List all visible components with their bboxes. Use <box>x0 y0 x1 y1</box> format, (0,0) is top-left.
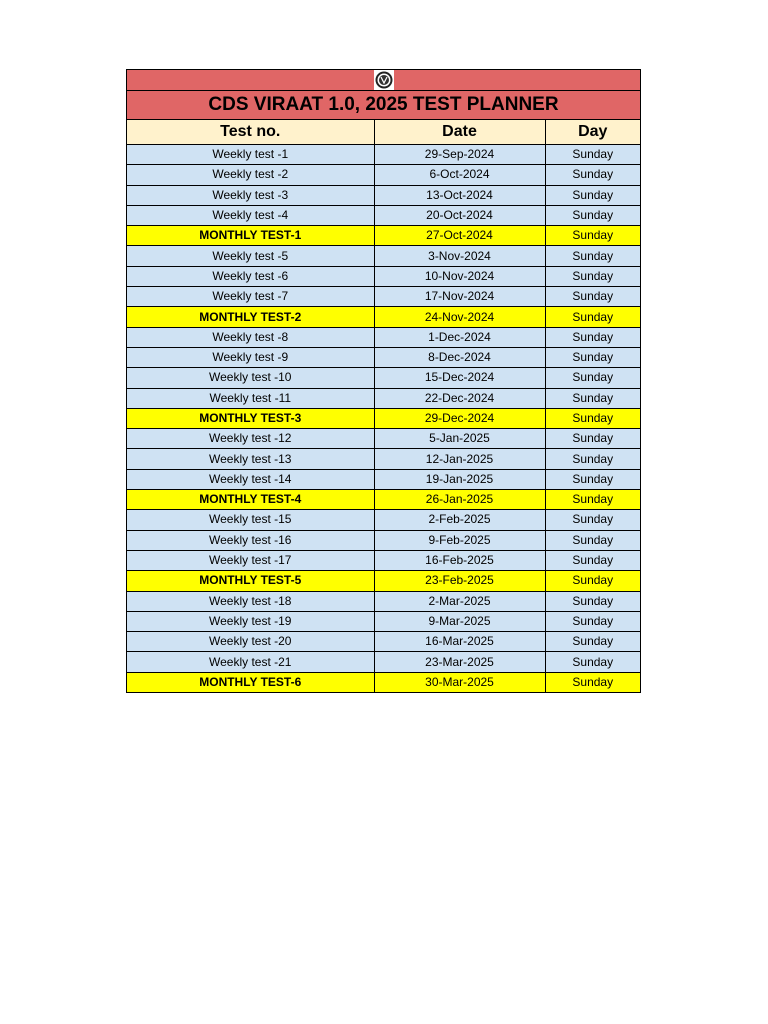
date-cell: 26-Jan-2025 <box>374 490 545 510</box>
day-cell: Sunday <box>545 510 640 530</box>
day-cell: Sunday <box>545 550 640 570</box>
table-row <box>127 550 640 570</box>
day-cell: Sunday <box>545 145 640 165</box>
table-row <box>127 327 640 347</box>
date-cell: 23-Mar-2025 <box>374 652 545 672</box>
test-name-cell: Weekly test -8 <box>127 327 374 347</box>
logo-row <box>127 70 640 91</box>
test-name-cell: MONTHLY TEST-6 <box>127 672 374 692</box>
test-name-cell: Weekly test -16 <box>127 530 374 550</box>
day-cell: Sunday <box>545 429 640 449</box>
table-row <box>127 226 640 246</box>
date-cell: 24-Nov-2024 <box>374 307 545 327</box>
date-cell: 27-Oct-2024 <box>374 226 545 246</box>
test-name-cell: Weekly test -5 <box>127 246 374 266</box>
test-name-cell: Weekly test -20 <box>127 632 374 652</box>
date-cell: 22-Dec-2024 <box>374 388 545 408</box>
academy-emblem-icon <box>374 70 394 90</box>
day-cell: Sunday <box>545 469 640 489</box>
date-cell: 2-Feb-2025 <box>374 510 545 530</box>
test-name-cell: Weekly test -17 <box>127 550 374 570</box>
table-row <box>127 490 640 510</box>
date-cell: 6-Oct-2024 <box>374 165 545 185</box>
test-name-cell: Weekly test -9 <box>127 347 374 367</box>
day-cell: Sunday <box>545 530 640 550</box>
day-cell: Sunday <box>545 226 640 246</box>
test-name-cell: MONTHLY TEST-2 <box>127 307 374 327</box>
test-name-cell: MONTHLY TEST-1 <box>127 226 374 246</box>
table-row <box>127 347 640 367</box>
day-cell: Sunday <box>545 672 640 692</box>
table-row <box>127 611 640 631</box>
date-cell: 8-Dec-2024 <box>374 347 545 367</box>
column-header-date: Date <box>374 120 545 145</box>
table-row <box>127 591 640 611</box>
day-cell: Sunday <box>545 347 640 367</box>
date-cell: 9-Feb-2025 <box>374 530 545 550</box>
test-name-cell: Weekly test -1 <box>127 145 374 165</box>
date-cell: 9-Mar-2025 <box>374 611 545 631</box>
day-cell: Sunday <box>545 652 640 672</box>
table-row <box>127 408 640 428</box>
test-name-cell: Weekly test -13 <box>127 449 374 469</box>
test-planner-sheet <box>126 69 641 693</box>
page-title: CDS VIRAAT 1.0, 2025 TEST PLANNER <box>127 91 640 120</box>
table-row <box>127 266 640 286</box>
date-cell: 10-Nov-2024 <box>374 266 545 286</box>
day-cell: Sunday <box>545 307 640 327</box>
date-cell: 19-Jan-2025 <box>374 469 545 489</box>
day-cell: Sunday <box>545 632 640 652</box>
day-cell: Sunday <box>545 327 640 347</box>
date-cell: 1-Dec-2024 <box>374 327 545 347</box>
test-name-cell: Weekly test -14 <box>127 469 374 489</box>
table-row <box>127 287 640 307</box>
date-cell: 2-Mar-2025 <box>374 591 545 611</box>
date-cell: 23-Feb-2025 <box>374 571 545 591</box>
test-name-cell: Weekly test -4 <box>127 205 374 225</box>
table-row <box>127 652 640 672</box>
test-name-cell: Weekly test -11 <box>127 388 374 408</box>
table-row <box>127 632 640 652</box>
day-cell: Sunday <box>545 571 640 591</box>
date-cell: 3-Nov-2024 <box>374 246 545 266</box>
day-cell: Sunday <box>545 205 640 225</box>
table-header-row <box>127 120 640 145</box>
table-row <box>127 246 640 266</box>
test-name-cell: MONTHLY TEST-5 <box>127 571 374 591</box>
test-name-cell: Weekly test -18 <box>127 591 374 611</box>
day-cell: Sunday <box>545 591 640 611</box>
date-cell: 20-Oct-2024 <box>374 205 545 225</box>
date-cell: 30-Mar-2025 <box>374 672 545 692</box>
date-cell: 29-Dec-2024 <box>374 408 545 428</box>
test-name-cell: Weekly test -3 <box>127 185 374 205</box>
day-cell: Sunday <box>545 165 640 185</box>
day-cell: Sunday <box>545 368 640 388</box>
test-name-cell: Weekly test -21 <box>127 652 374 672</box>
test-name-cell: Weekly test -19 <box>127 611 374 631</box>
date-cell: 5-Jan-2025 <box>374 429 545 449</box>
test-name-cell: Weekly test -7 <box>127 287 374 307</box>
test-name-cell: Weekly test -10 <box>127 368 374 388</box>
table-row <box>127 145 640 165</box>
test-name-cell: MONTHLY TEST-4 <box>127 490 374 510</box>
date-cell: 13-Oct-2024 <box>374 185 545 205</box>
test-name-cell: Weekly test -15 <box>127 510 374 530</box>
table-row <box>127 530 640 550</box>
date-cell: 16-Feb-2025 <box>374 550 545 570</box>
date-cell: 16-Mar-2025 <box>374 632 545 652</box>
column-header-day: Day <box>545 120 640 145</box>
day-cell: Sunday <box>545 246 640 266</box>
table-row <box>127 449 640 469</box>
date-cell: 17-Nov-2024 <box>374 287 545 307</box>
day-cell: Sunday <box>545 266 640 286</box>
day-cell: Sunday <box>545 408 640 428</box>
day-cell: Sunday <box>545 490 640 510</box>
day-cell: Sunday <box>545 287 640 307</box>
test-name-cell: MONTHLY TEST-3 <box>127 408 374 428</box>
date-cell: 12-Jan-2025 <box>374 449 545 469</box>
day-cell: Sunday <box>545 185 640 205</box>
day-cell: Sunday <box>545 449 640 469</box>
table-row <box>127 469 640 489</box>
table-row <box>127 205 640 225</box>
table-row <box>127 510 640 530</box>
day-cell: Sunday <box>545 611 640 631</box>
table-row <box>127 672 640 692</box>
table-row <box>127 429 640 449</box>
day-cell: Sunday <box>545 388 640 408</box>
table-row <box>127 307 640 327</box>
table-row <box>127 571 640 591</box>
table-row <box>127 368 640 388</box>
table-body <box>127 145 640 693</box>
table-row <box>127 388 640 408</box>
table-row <box>127 165 640 185</box>
date-cell: 29-Sep-2024 <box>374 145 545 165</box>
test-name-cell: Weekly test -12 <box>127 429 374 449</box>
test-name-cell: Weekly test -6 <box>127 266 374 286</box>
date-cell: 15-Dec-2024 <box>374 368 545 388</box>
schedule-table <box>127 120 640 692</box>
column-header-test-no: Test no. <box>127 120 374 145</box>
table-row <box>127 185 640 205</box>
test-name-cell: Weekly test -2 <box>127 165 374 185</box>
